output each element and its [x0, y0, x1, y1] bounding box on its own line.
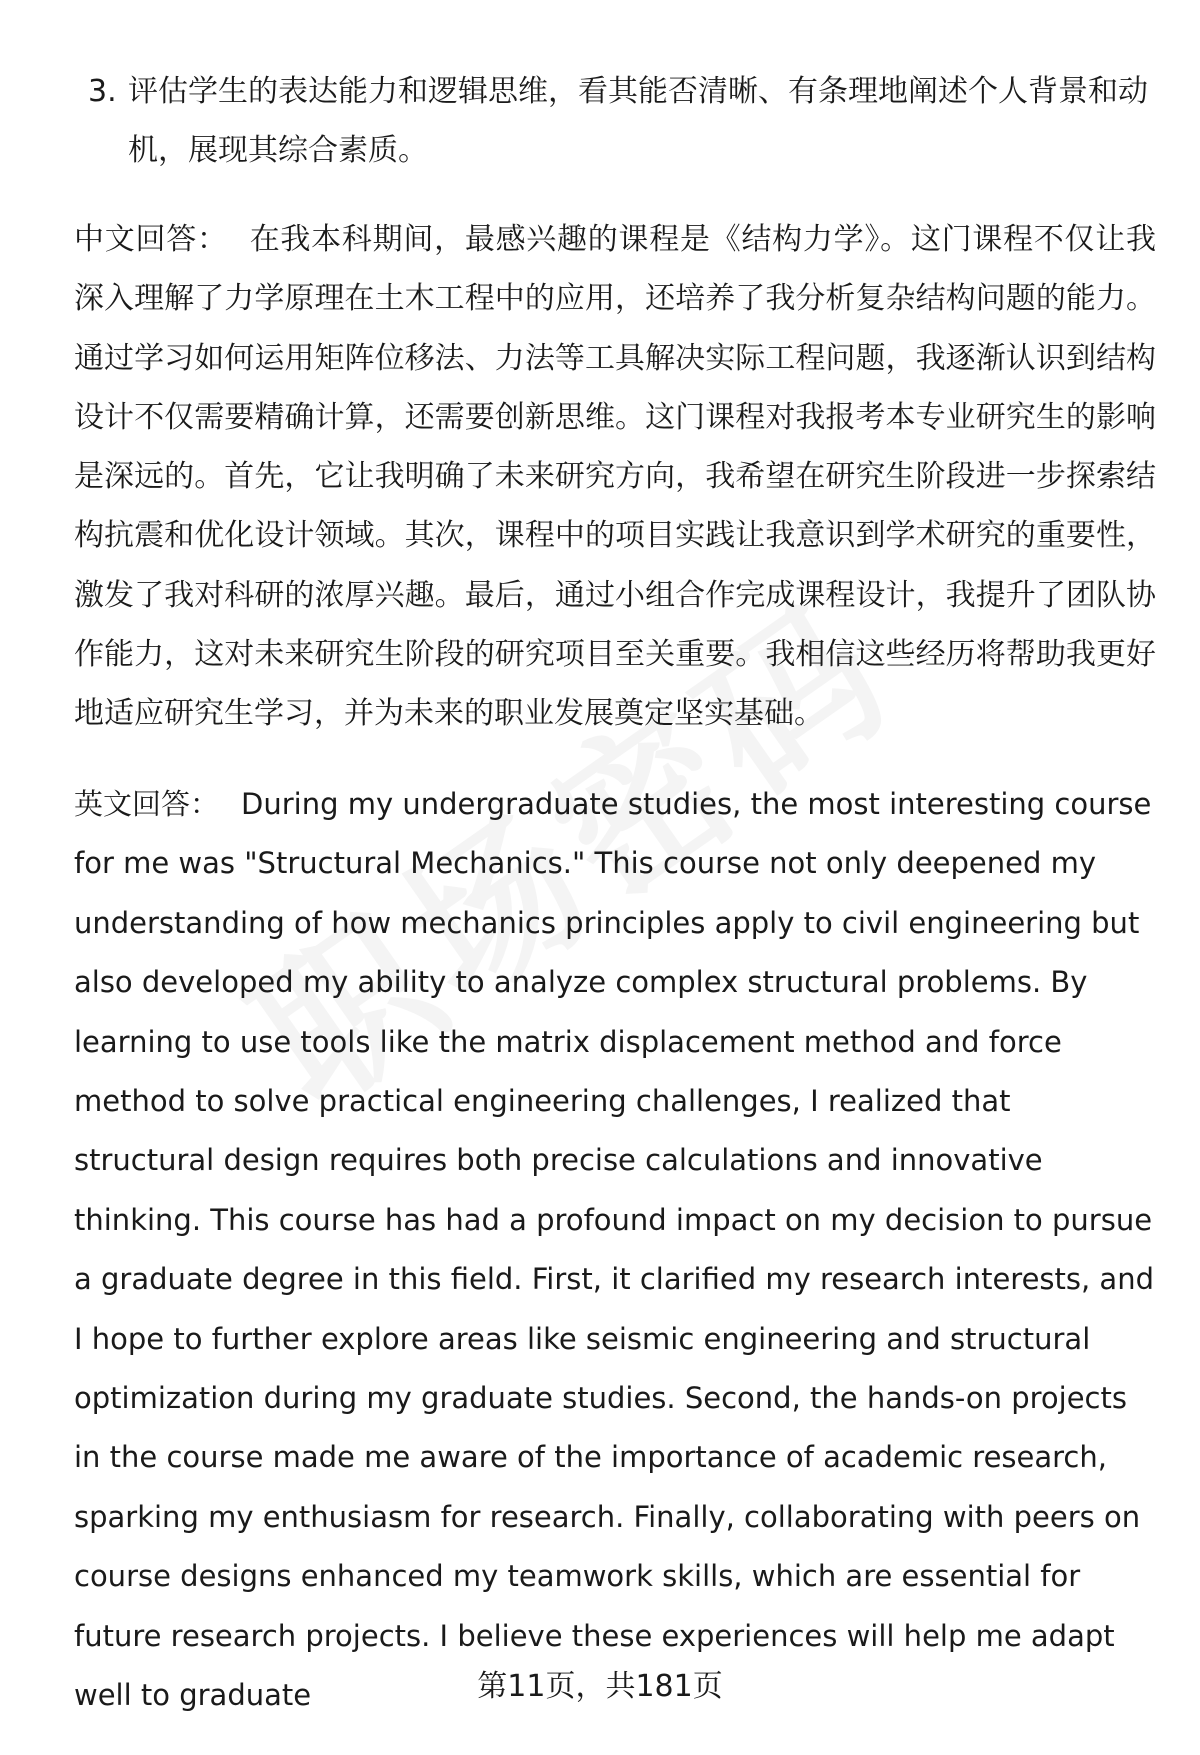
english-answer-label: 英文回答：: [74, 787, 220, 821]
chinese-answer-text: 在我本科期间，最感兴趣的课程是《结构力学》。这门课程不仅让我深入理解了力学原理在土木工程中的应用，还培养了我分析复杂结构问题的能力。通过学习如何运用矩阵位移法、力法等工具解决实际工程问题，我逐渐认识到结构设计不仅需要精确计算，还需要创新思维。这门课程对我报考本专业研究生的影响是深远的。首先，它让我明确了未来研究方向，我希望在研究生阶段进一步探索结构抗震和优化设计领域。其次，课程中的项目实践让我意识到学术研究的重要性，激发了我对科研的浓厚兴趣。最后，通过小组合作完成课程设计，我提升了团队协作能力，这对未来研究生阶段的研究项目至关重要。我相信这些经历将帮助我更好地适应研究生学习，并为未来的职业发展奠定坚实基础。: [74, 222, 1157, 732]
chinese-answer-label: 中文回答：: [74, 222, 228, 257]
english-answer-paragraph: [74, 775, 1156, 1726]
list-item-number: 3.: [88, 74, 117, 109]
list-item-text: 评估学生的表达能力和逻辑思维，看其能否清晰、有条理地阐述个人背景和动机，展现其综合素质。: [128, 74, 1148, 168]
list-item: [88, 62, 1148, 180]
page-number-footer: 第11页，共181页: [477, 1669, 723, 1704]
english-answer-text: During my undergraduate studies, the most interesting course for me was "Structural Mechanics." This course not only deepened my understanding of how mechanics principles apply to civil engineering but also developed my ability to analyze complex structural problems. By learning to use tools like the matrix displacement method and force method to solve practical engineering challenges, I realized that structural design requires both precise calculations and innovative thinking. This course has had a profound impact on my decision to pursue a graduate degree in this field. First, it clarified my research interests, and I hope to further explore areas like seismic engineering and structural optimization during my graduate studies. Second, the hands-on projects in the course made me aware of the importance of academic research, sparking my enthusiasm for research. Finally, collaborating with peers on course designs enhanced my teamwork skills, which are essential for future research projects. I believe these experiences will help me adapt well to graduate: [74, 787, 1154, 1713]
chinese-answer-paragraph: [74, 210, 1156, 744]
